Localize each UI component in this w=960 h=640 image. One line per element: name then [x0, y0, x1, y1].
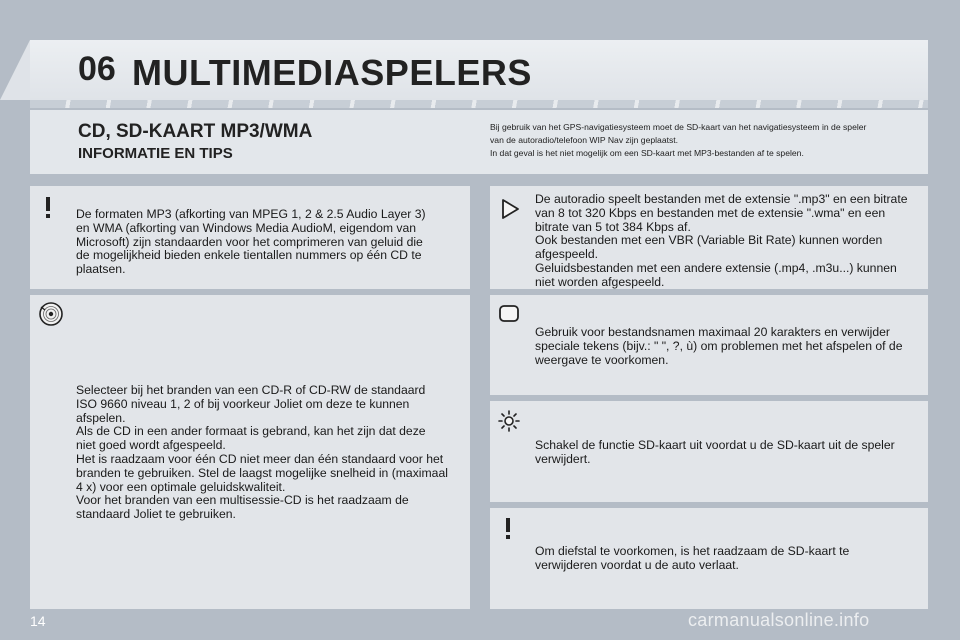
text-line: Als de CD in een ander formaat is gebrand, kan het zijn dat deze — [76, 424, 426, 439]
info-text-filenames — [535, 326, 927, 367]
text-line: Voor het branden van een multisessie-CD is het raadzaam de — [76, 493, 409, 508]
text-line: Schakel de functie SD-kaart uit voordat u de SD-kaart uit de speler — [535, 438, 895, 452]
sun-icon — [497, 409, 521, 433]
watermark: carmanualsonline.info — [688, 610, 870, 630]
text-line: en WMA (afkorting van Windows Media AudioM, eigendom van — [76, 220, 417, 235]
text-line: Ook bestanden met een VBR (Variable Bit Rate) kunnen worden — [535, 233, 883, 248]
text-line: Het is raadzaam voor één CD niet meer dan één standaard voor het — [76, 451, 444, 466]
text-line: niet goed wordt afgespeeld. — [76, 438, 226, 453]
text-line: Geluidsbestanden met een andere extensie (.mp4, .m3u...) kunnen — [535, 260, 897, 275]
chapter-title: MULTIMEDIASPELERS — [132, 52, 532, 93]
play-icon — [498, 197, 522, 221]
text-line: Om diefstal te voorkomen, is het raadzaam de SD-kaart te — [535, 544, 850, 558]
text-line: Selecteer bij het branden van een CD-R of CD-RW de standaard — [76, 383, 426, 397]
text-line: verwijdert. — [535, 451, 591, 466]
intro-text — [490, 121, 920, 160]
info-text-theft — [535, 545, 927, 573]
text-line: van 8 tot 320 Kbps en bestanden met de extensie ".wma" en een — [535, 205, 886, 220]
intro-line: Bij gebruik van het GPS-navigatiesysteem moet de SD-kaart van het navigatiesysteem in de speler — [490, 122, 867, 132]
text-line: plaatsen. — [76, 262, 126, 277]
text-line: 4 x) voor een optimale geluidskwaliteit. — [76, 479, 286, 494]
text-line: bitrate van 5 tot 384 Kbps af. — [535, 219, 691, 234]
info-text-extensions — [535, 193, 927, 290]
exclamation-icon — [36, 195, 60, 219]
text-line: ISO 9660 niveau 1, 2 of bij voorkeur Joliet om deze te kunnen — [76, 396, 410, 411]
text-line: de mogelijkheid bieden enkele tientallen nummers op één CD te — [76, 248, 422, 263]
rounded-square-icon — [497, 302, 521, 326]
chapter-number: 06 — [78, 50, 116, 88]
section-subtitle: INFORMATIE EN TIPS — [78, 145, 233, 162]
intro-line: In dat geval is het niet mogelijk om een SD-kaart met MP3-bestanden af te spelen. — [490, 148, 804, 158]
info-text-burning — [76, 384, 468, 522]
info-text-sd-off — [535, 439, 927, 467]
page-number: 14 — [30, 613, 46, 629]
info-text-formats — [76, 208, 466, 277]
text-line: standaard Joliet te gebruiken. — [76, 507, 236, 522]
text-line: Microsoft) zijn standaarden voor het comprimeren van geluid die — [76, 234, 423, 249]
text-line: De autoradio speelt bestanden met de extensie ".mp3" en een bitrate — [535, 192, 908, 206]
text-line: niet worden afgespeeld. — [535, 274, 665, 289]
header-stripes — [30, 100, 928, 108]
text-line: afgespeeld. — [535, 247, 599, 262]
text-line: speciale tekens (bijv.: " ", ?, ù) om problemen met het afspelen of de — [535, 338, 903, 353]
text-line: branden te gebruiken. Stel de laagst mogelijke snelheid in (maximaal — [76, 465, 448, 480]
text-line: Gebruik voor bestandsnamen maximaal 20 karakters en verwijder — [535, 325, 890, 339]
text-line: afspelen. — [76, 410, 126, 425]
text-line: weergave te voorkomen. — [535, 352, 669, 367]
text-line: De formaten MP3 (afkorting van MPEG 1, 2 & 2.5 Audio Layer 3) — [76, 207, 426, 221]
section-title: CD, SD-KAART MP3/WMA — [78, 121, 313, 142]
exclamation-icon — [496, 516, 520, 540]
text-line: verwijderen voordat u de auto verlaat. — [535, 557, 739, 572]
cd-icon — [38, 301, 64, 327]
intro-line: van de autoradio/telefoon WIP Nav zijn geplaatst. — [490, 135, 679, 145]
